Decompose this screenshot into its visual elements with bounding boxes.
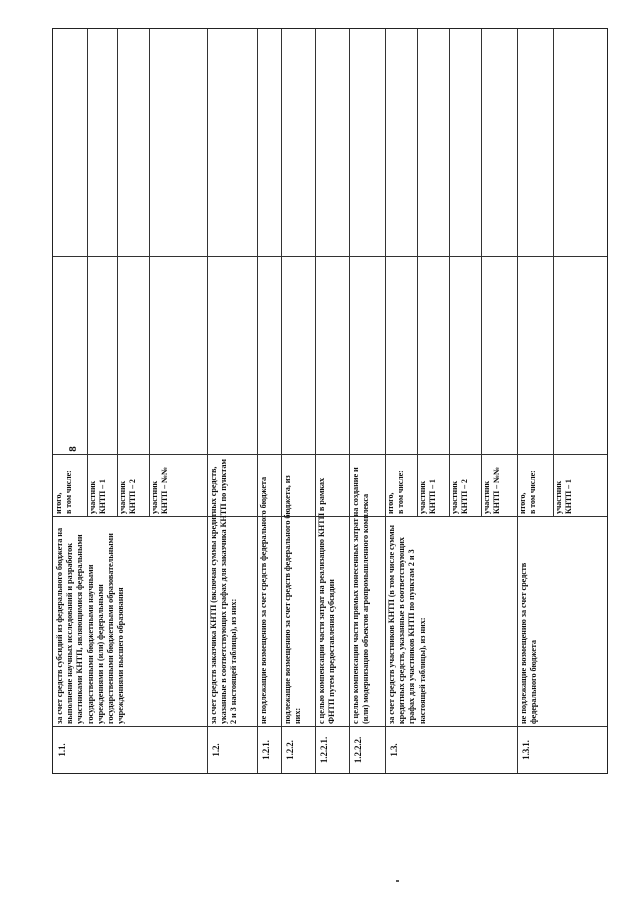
row-number: 1.2.2.2.: [353, 736, 363, 764]
row-number: 1.2.: [211, 743, 221, 757]
page-number: 8: [67, 446, 79, 452]
subrow-divider: [449, 29, 450, 517]
row-label-total: итого, в том числе:: [518, 470, 537, 514]
row-description: не подлежащие возмещению за счет средств федерального бюджета: [259, 476, 268, 724]
subrow-divider: [149, 29, 150, 517]
row-description: с целью компенсации части прямых понесенных затрат на создание и (или) модернизацию объектов агропромышленного комплекса: [351, 467, 371, 724]
row-number: 1.2.1.: [261, 740, 271, 760]
row-label-participant: участник КНТП – 2: [118, 479, 137, 514]
subrow-divider: [417, 29, 418, 517]
row-label-participant: участник КНТП – 2: [450, 479, 469, 514]
row-description: за счет средств субсидий из федерального бюджета на выполнение научных исследований и разработок участниками КНТП, являющимися федеральными государственными бюджетными научными учреждениями и (или) федеральными государственными бюджетными образовательными учреждениями высшего образования: [55, 527, 126, 724]
row-label-total: итого, в том числе:: [386, 470, 405, 514]
row-description: за счет средств участников КНТП (в том числе суммы кредитных средств, указанные в соответствующих графах для участников КНТП по пунктам 2 и 3 настоящей таблицы), из них:: [387, 525, 427, 724]
subrow-divider: [117, 29, 118, 517]
row-label-participant: участник КНТП – №№: [482, 467, 501, 514]
row-label-participant: участник КНТП – №№: [150, 467, 169, 514]
subrow-divider: [481, 29, 482, 517]
scan-speck: [396, 880, 399, 882]
row-label-participant: участник КНТП – 1: [418, 479, 437, 514]
row-number: 1.3.: [389, 743, 399, 757]
row-label-participant: участник КНТП – 1: [88, 479, 107, 514]
subrow-divider: [87, 29, 88, 517]
row-number: 1.2.2.: [285, 740, 295, 760]
row-description: подлежащие возмещению за счет средств федерального бюджета, из них:: [283, 475, 303, 724]
row-description: не подлежащие возмещению за счет средств федерального бюджета: [519, 562, 539, 724]
row-number: 1.3.1.: [521, 740, 531, 760]
financing-table: [52, 28, 608, 774]
row-description: за счет средств заказчика КНТП (включая суммы кредитных средств, указанные в соответствующих графах для заказчика КНТП по пунктам 2 и 3 настоящей таблицы), из них:: [209, 459, 239, 724]
row-description: с целью компенсации части затрат на реализацию КНТП в рамках ФНТП путем предоставления субсидии: [317, 477, 337, 724]
row-number: 1.2.2.1.: [319, 736, 329, 764]
column-divider: [53, 256, 607, 257]
subrow-divider: [553, 29, 554, 517]
row-number: 1.1.: [57, 743, 67, 757]
rotated-table-viewport: [52, 28, 608, 774]
row-label-total: итого, в том числе:: [54, 470, 73, 514]
row-label-participant: участник КНТП – 1: [554, 479, 573, 514]
